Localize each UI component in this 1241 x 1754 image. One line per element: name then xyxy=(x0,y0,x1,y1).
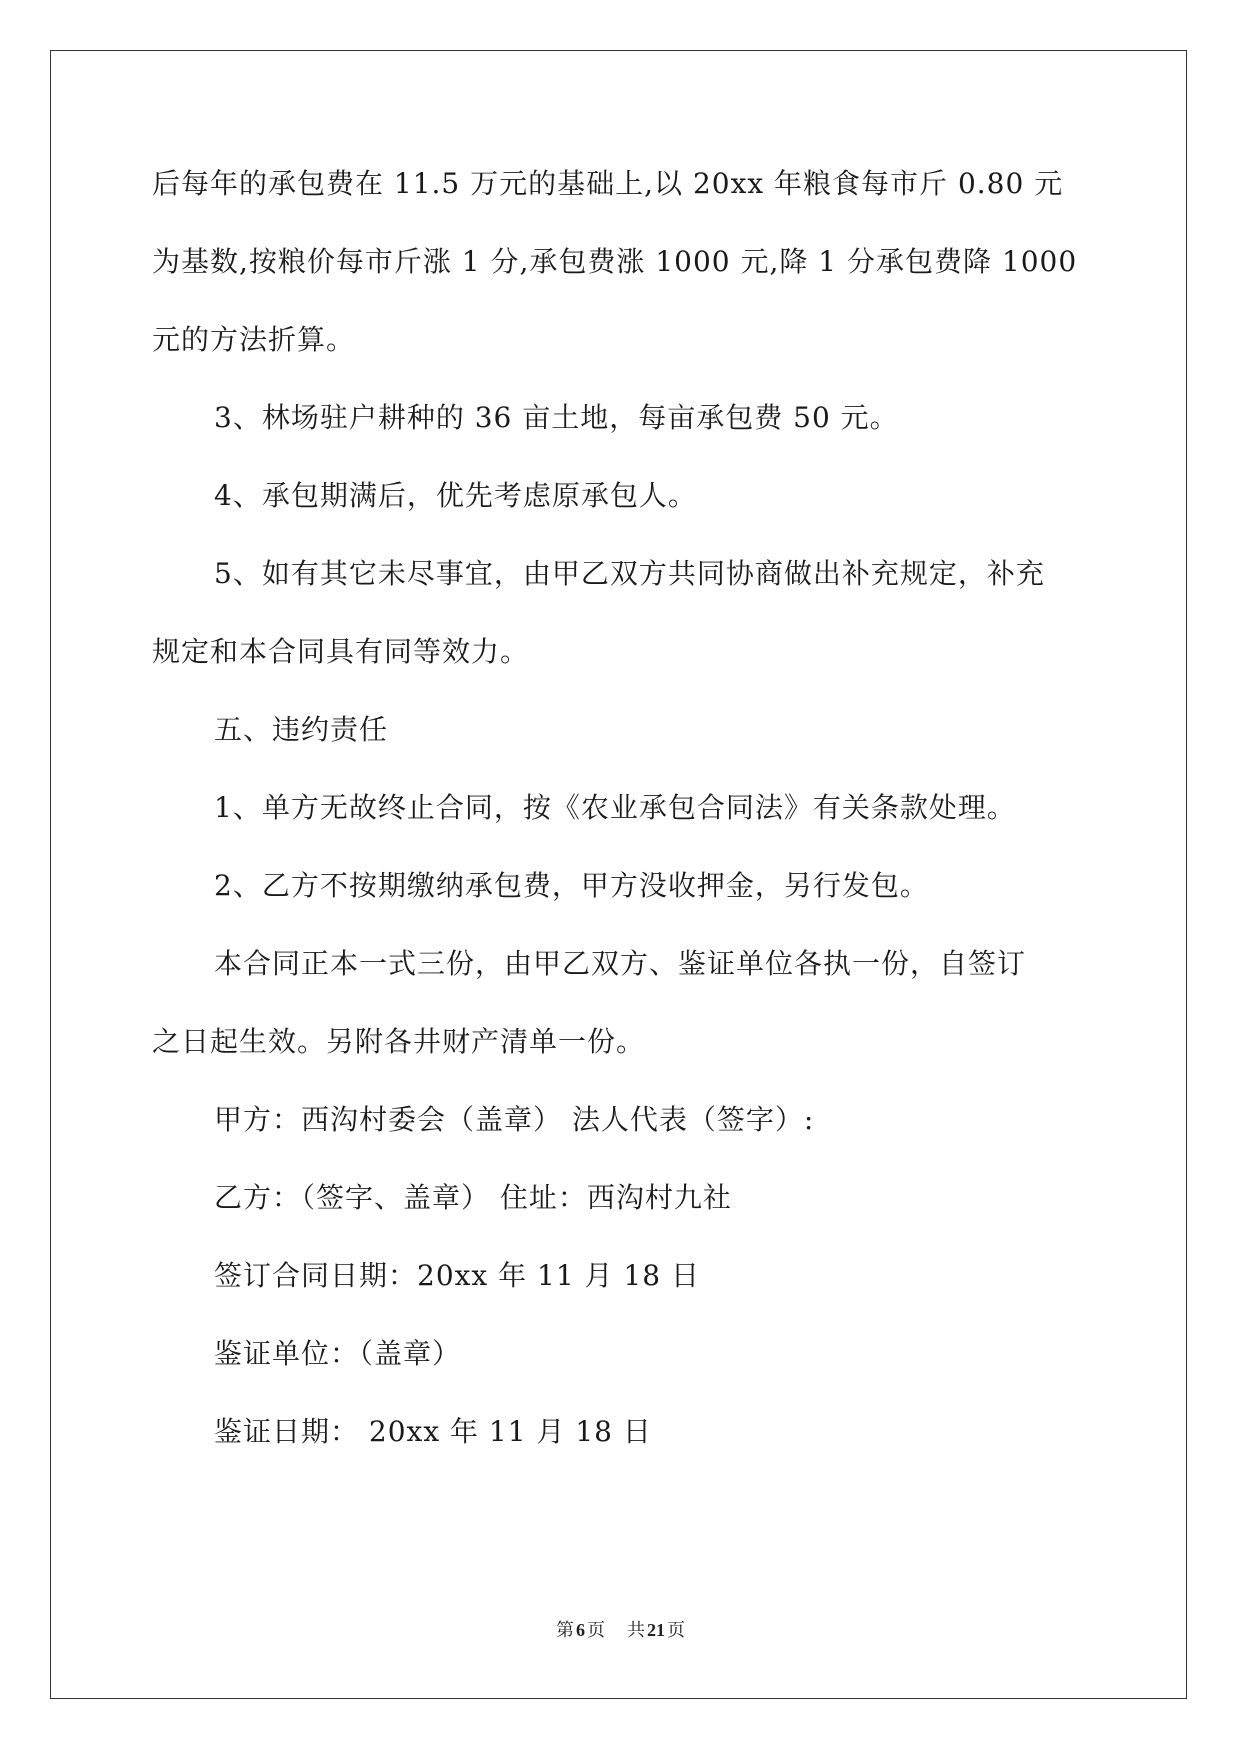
page-prefix: 第 xyxy=(556,1620,574,1641)
total-suffix: 页 xyxy=(667,1620,685,1641)
text-line: 2、乙方不按期缴纳承包费，甲方没收押金，另行发包。 xyxy=(214,869,929,902)
total-prefix: 共 xyxy=(627,1620,645,1641)
section-heading: 五、违约责任 xyxy=(214,713,389,746)
notary-unit-line: 鉴证单位：（盖章） xyxy=(214,1337,462,1370)
party-b-line: 乙方：（签字、盖章） 住址：西沟村九社 xyxy=(214,1181,732,1214)
text-line: 本合同正本一式三份，由甲乙双方、鉴证单位各执一份，自签订 xyxy=(214,947,1027,980)
total-pages: 21 xyxy=(647,1620,665,1640)
text-line: 元的方法折算。 xyxy=(152,323,356,356)
text-line: 5、如有其它未尽事宜，由甲乙双方共同协商做出补充规定，补充 xyxy=(214,557,1045,590)
notary-date-line: 鉴证日期： 20xx 年 11 月 18 日 xyxy=(214,1415,652,1448)
signing-date-line: 签订合同日期：20xx 年 11 月 18 日 xyxy=(214,1259,700,1292)
page-footer xyxy=(0,1618,1241,1643)
text-line: 4、承包期满后，优先考虑原承包人。 xyxy=(214,479,697,512)
text-line: 3、林场驻户耕种的 36 亩土地，每亩承包费 50 元。 xyxy=(214,401,899,434)
text-line: 为基数,按粮价每市斤涨 1 分,承包费涨 1000 元,降 1 分承包费降 1000 xyxy=(152,245,1078,278)
text-line: 之日起生效。另附各井财产清单一份。 xyxy=(152,1025,646,1058)
page-number: 6 xyxy=(576,1620,585,1640)
text-line: 1、单方无故终止合同，按《农业承包合同法》有关条款处理。 xyxy=(214,791,1016,824)
text-line: 规定和本合同具有同等效力。 xyxy=(152,635,530,668)
party-a-line: 甲方：西沟村委会（盖章） 法人代表（签字）: xyxy=(214,1103,815,1136)
text-line: 后每年的承包费在 11.5 万元的基础上,以 20xx 年粮食每市斤 0.80 元 xyxy=(152,167,1064,200)
page-suffix: 页 xyxy=(587,1620,605,1641)
